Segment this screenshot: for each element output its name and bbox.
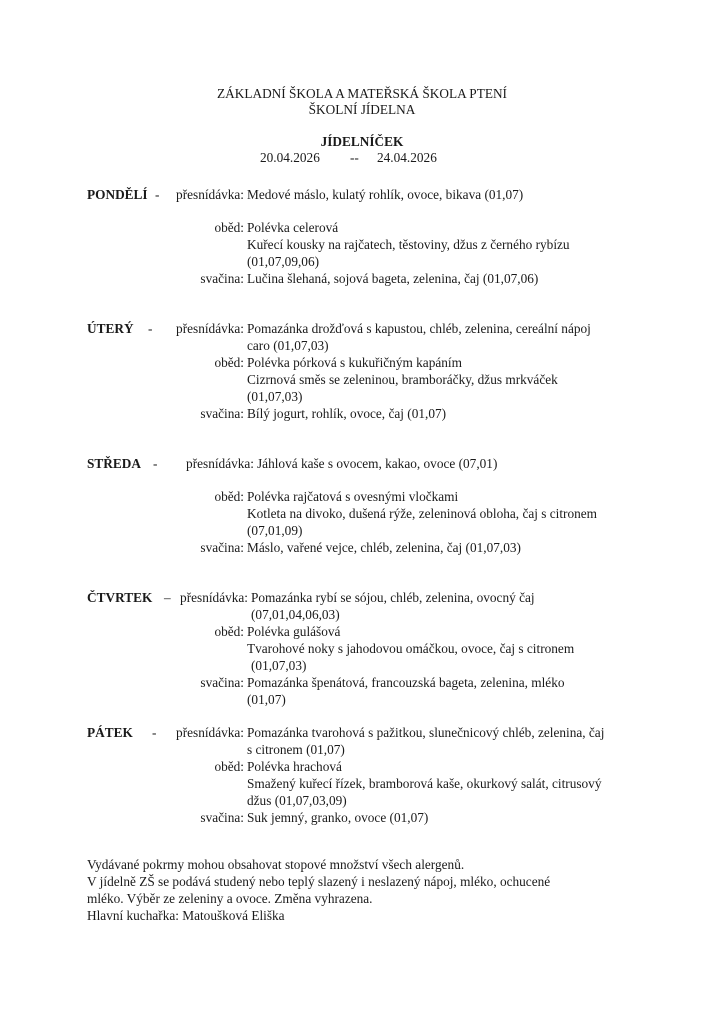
main-text: Kuřecí kousky na rajčatech, těstoviny, džus z černého rybízu (247, 237, 570, 252)
main-text-cont: džus (01,07,03,09) (247, 793, 347, 808)
snack-label: přesnídávka: (186, 456, 254, 471)
soup-text: Polévka rajčatová s ovesnými vločkami (247, 489, 459, 504)
afternoon-allergens: (01,07) (247, 692, 286, 707)
day-separator: – (164, 590, 171, 605)
afternoon-label: svačina: (200, 540, 244, 555)
lunch-label: oběd: (214, 759, 244, 774)
soup-text: Polévka pórková s kukuřičným kapáním (247, 355, 462, 370)
main-text: Smažený kuřecí řízek, bramborová kaše, okurkový salát, citrusový (247, 776, 602, 791)
afternoon-label: svačina: (200, 406, 244, 421)
afternoon-label: svačina: (200, 675, 244, 690)
soup-text: Polévka celerová (247, 220, 339, 235)
snack-text: Medové máslo, kulatý rohlík, ovoce, bikava (01,07) (247, 187, 524, 202)
day-name: ÚTERÝ (87, 321, 134, 336)
date-from: 20.04.2026 (260, 150, 320, 165)
snack-text-cont: caro (01,07,03) (247, 338, 329, 353)
afternoon-label: svačina: (200, 271, 244, 286)
afternoon-text: Máslo, vařené vejce, chléb, zelenina, čaj (01,07,03) (247, 540, 521, 555)
lunch-label: oběd: (214, 355, 244, 370)
canteen-name: ŠKOLNÍ JÍDELNA (308, 102, 416, 117)
day-separator: - (155, 187, 160, 202)
day-name: PONDĚLÍ (87, 187, 148, 202)
snack-text: Jáhlová kaše s ovocem, kakao, ovoce (07,01) (257, 456, 498, 471)
main-text: Tvarohové noky s jahodovou omáčkou, ovoce, čaj s citronem (247, 641, 575, 656)
snack-label: přesnídávka: (176, 725, 244, 740)
snack-text: Pomazánka drožďová s kapustou, chléb, zelenina, cereální nápoj (247, 321, 591, 336)
day-separator: - (152, 725, 157, 740)
afternoon-text: Suk jemný, granko, ovoce (01,07) (247, 810, 429, 825)
snack-allergens: (07,01,04,06,03) (251, 607, 340, 622)
main-allergens: (01,07,09,06) (247, 254, 320, 269)
allergen-note: Vydávané pokrmy mohou obsahovat stopové množství všech alergenů. (87, 857, 465, 872)
afternoon-text: Pomazánka špenátová, francouzská bageta, zelenina, mléko (247, 675, 565, 690)
snack-text-cont: s citronem (01,07) (247, 742, 345, 757)
day-name: ČTVRTEK (87, 590, 153, 605)
snack-label: přesnídávka: (180, 590, 248, 605)
day-separator: - (148, 321, 153, 336)
main-text: Cizrnová směs se zeleninou, bramboráčky, džus mrkváček (247, 372, 558, 387)
afternoon-text: Lučina šlehaná, sojová bageta, zelenina, čaj (01,07,06) (247, 271, 539, 286)
head-cook: Hlavní kuchařka: Matoušková Eliška (87, 908, 285, 923)
main-text: Kotleta na divoko, dušená rýže, zeleninová obloha, čaj s citronem (247, 506, 598, 521)
date-separator: -- (350, 150, 359, 165)
day-name: STŘEDA (87, 456, 141, 471)
drinks-note: V jídelně ZŠ se podává studený nebo teplý slazený i neslazený nápoj, mléko, ochucené (87, 874, 551, 889)
snack-text: Pomazánka rybí se sójou, chléb, zelenina, ovocný čaj (251, 590, 535, 605)
snack-label: přesnídávka: (176, 187, 244, 202)
menu-title: JÍDELNÍČEK (320, 134, 404, 149)
main-allergens: (01,07,03) (247, 389, 303, 404)
date-to: 24.04.2026 (377, 150, 437, 165)
lunch-label: oběd: (214, 220, 244, 235)
snack-text: Pomazánka tvarohová s pažitkou, slunečnicový chléb, zelenina, čaj (247, 725, 605, 740)
main-allergens: (01,07,03) (251, 658, 307, 673)
soup-text: Polévka gulášová (247, 624, 341, 639)
afternoon-text: Bílý jogurt, rohlík, ovoce, čaj (01,07) (247, 406, 447, 421)
day-name: PÁTEK (87, 725, 133, 740)
soup-text: Polévka hrachová (247, 759, 342, 774)
afternoon-label: svačina: (200, 810, 244, 825)
drinks-note-cont: mléko. Výběr ze zeleniny a ovoce. Změna vyhrazena. (87, 891, 373, 906)
school-name: ZÁKLADNÍ ŠKOLA A MATEŘSKÁ ŠKOLA PTENÍ (217, 86, 507, 101)
main-allergens: (07,01,09) (247, 523, 303, 538)
lunch-label: oběd: (214, 624, 244, 639)
lunch-label: oběd: (214, 489, 244, 504)
day-separator: - (153, 456, 158, 471)
snack-label: přesnídávka: (176, 321, 244, 336)
